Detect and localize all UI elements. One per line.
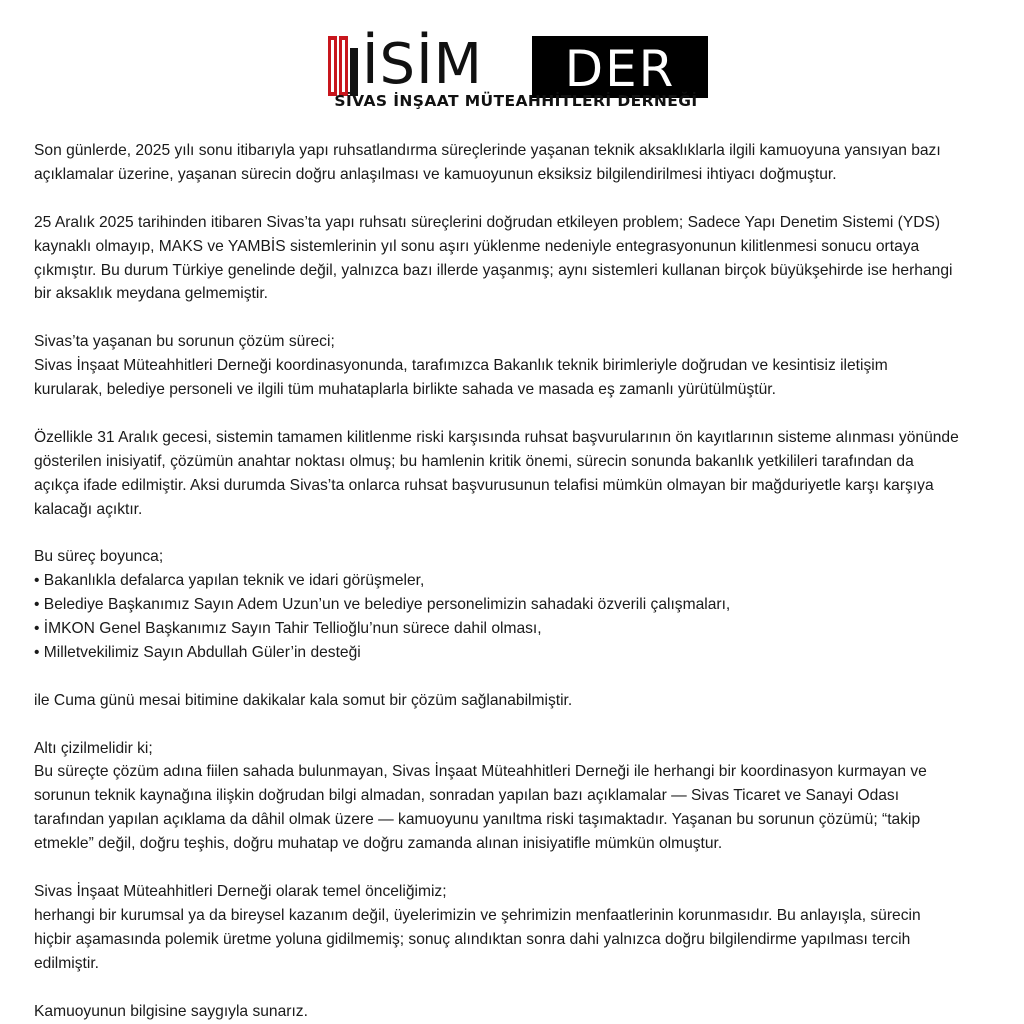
text-line: Kamuoyunun bilgisine saygıyla sunarız. bbox=[34, 1002, 308, 1020]
text-line: kurularak, belediye personeli ve ilgili tüm muhataplarla birlikte sahada ve masada eş zamanlı yürütülmüştür. bbox=[34, 381, 776, 399]
logo-der-box bbox=[532, 36, 708, 98]
paragraph-priority bbox=[34, 880, 994, 976]
text-line: açıkça ifade edilmiştir. Aksi durumda Sivas’ta onlarca ruhsat başvurusunun telafisi mümkün olmayan bir mağduriyetle karşı karşıya bbox=[34, 476, 934, 494]
text-line: herhangi bir kurumsal ya da bireysel kazanım değil, üyelerimizin ve şehrimizin menfaatlerinin korunmasıdır. Bu anlayışla, sürecin bbox=[34, 906, 921, 924]
paragraph-solution-process bbox=[34, 330, 994, 402]
logo-building-icon bbox=[328, 34, 358, 98]
list-item: • Belediye Başkanımız Sayın Adem Uzun’un ve belediye personelimizin sahadaki özverili çalışmaları, bbox=[34, 596, 731, 614]
text-line: gösterilen inisiyatif, çözümün anahtar noktası olmuş; bu hamlenin kritik önemi, sürecin sonunda bakanlık yetkilileri tarafından da bbox=[34, 452, 914, 470]
text-line: kalacağı açıktır. bbox=[34, 500, 143, 518]
logo-der-text: DER bbox=[564, 40, 676, 98]
text-line: Bu süreç boyunca; bbox=[34, 548, 164, 566]
text-line: açıklamalar üzerine, yaşanan sürecin doğru anlaşılması ve kamuoyunun eksiksiz bilgilendirilmesi ihtiyacı doğmuştur. bbox=[34, 165, 837, 183]
paragraph-problem bbox=[34, 211, 994, 307]
text-line: 25 Aralık 2025 tarihinden itibaren Sivas’ta yapı ruhsatı süreçlerini doğrudan etkileyen problem; Sadece Yapı Denetim Sistemi (YDS) bbox=[34, 213, 941, 231]
text-line: Sivas İnşaat Müteahhitleri Derneği olarak temel önceliğimiz; bbox=[34, 882, 447, 900]
text-line: kaynaklı olmayıp, MAKS ve YAMBİS sistemlerinin yıl sonu aşırı yüklenme nedeniyle entegrasyonunun kilitlenmesi sonucu ortaya bbox=[34, 237, 920, 255]
list-item: • Bakanlıkla defalarca yapılan teknik ve idari görüşmeler, bbox=[34, 572, 425, 590]
statement-body bbox=[34, 139, 994, 1023]
paragraph-closing bbox=[34, 1000, 994, 1024]
text-line: hiçbir aşamasında polemik üretme yoluna gidilmemiş; sonuç alındıktan sonra dahi yalnızca doğru bilgilendirme yapılması tercih bbox=[34, 930, 911, 948]
list-item: • İMKON Genel Başkanımız Sayın Tahir Tellioğlu’nun sürece dahil olması, bbox=[34, 620, 542, 638]
text-line: Özellikle 31 Aralık gecesi, sistemin tamamen kilitlenme riski karşısında ruhsat başvurularının ön kayıtlarının sisteme alınması yönünde bbox=[34, 428, 959, 446]
text-line: etmekle” değil, doğru teşhis, doğru muhatap ve doğru zamanda alınan inisiyatifle mümkün olmuştur. bbox=[34, 835, 723, 853]
text-line: Altı çizilmelidir ki; bbox=[34, 739, 153, 757]
paragraph-emphasis bbox=[34, 737, 994, 857]
text-line: sorunun teknik kaynağına ilişkin doğrudan bilgi almadan, sonradan yapılan bazı açıklamalar — Sivas Ticaret ve Sanayi Odası bbox=[34, 787, 900, 805]
text-line: çıkmıştır. Bu durum Türkiye genelinde değil, yalnızca bazı illerde yaşanmış; aynı sistemleri kullanan birçok büyükşehirde ise herhangi bbox=[34, 261, 953, 279]
text-line: ile Cuma günü mesai bitimine dakikalar kala somut bir çözüm sağlanabilmiştir. bbox=[34, 691, 573, 709]
list-item: • Milletvekilimiz Sayın Abdullah Güler’in desteği bbox=[34, 643, 361, 661]
logo-isim-text: İSİM bbox=[362, 32, 483, 97]
association-logo bbox=[320, 18, 710, 118]
text-line: Son günlerde, 2025 yılı sonu itibarıyla yapı ruhsatlandırma süreçlerinde yaşanan teknik aksaklıklarla ilgili kamuoyuna yansıyan bazı bbox=[34, 142, 941, 159]
text-line: tarafından yapılan açıklama da dâhil olmak üzere — kamuoyunu yanıltma riski taşımaktadır. Yaşanan bu sorunun çözümü; “takip bbox=[34, 811, 921, 829]
paragraph-bullet-list bbox=[34, 545, 994, 665]
paragraph-december-31 bbox=[34, 426, 994, 522]
text-line: bir aksaklık meydana gelmemiştir. bbox=[34, 285, 268, 303]
paragraph-intro bbox=[34, 139, 994, 187]
text-line: Sivas’ta yaşanan bu sorunun çözüm süreci; bbox=[34, 333, 335, 351]
logo-subtitle: SİVAS İNŞAAT MÜTEAHHİTLERİ DERNEĞİ bbox=[334, 92, 698, 110]
paragraph-result bbox=[34, 689, 994, 713]
text-line: edilmiştir. bbox=[34, 954, 99, 972]
text-line: Sivas İnşaat Müteahhitleri Derneği koordinasyonunda, tarafımızca Bakanlık teknik birimleriyle doğrudan ve kesintisiz iletişim bbox=[34, 357, 888, 375]
text-line: Bu süreçte çözüm adına fiilen sahada bulunmayan, Sivas İnşaat Müteahhitleri Derneği ile herhangi bir koordinasyon kurmayan ve bbox=[34, 763, 927, 781]
